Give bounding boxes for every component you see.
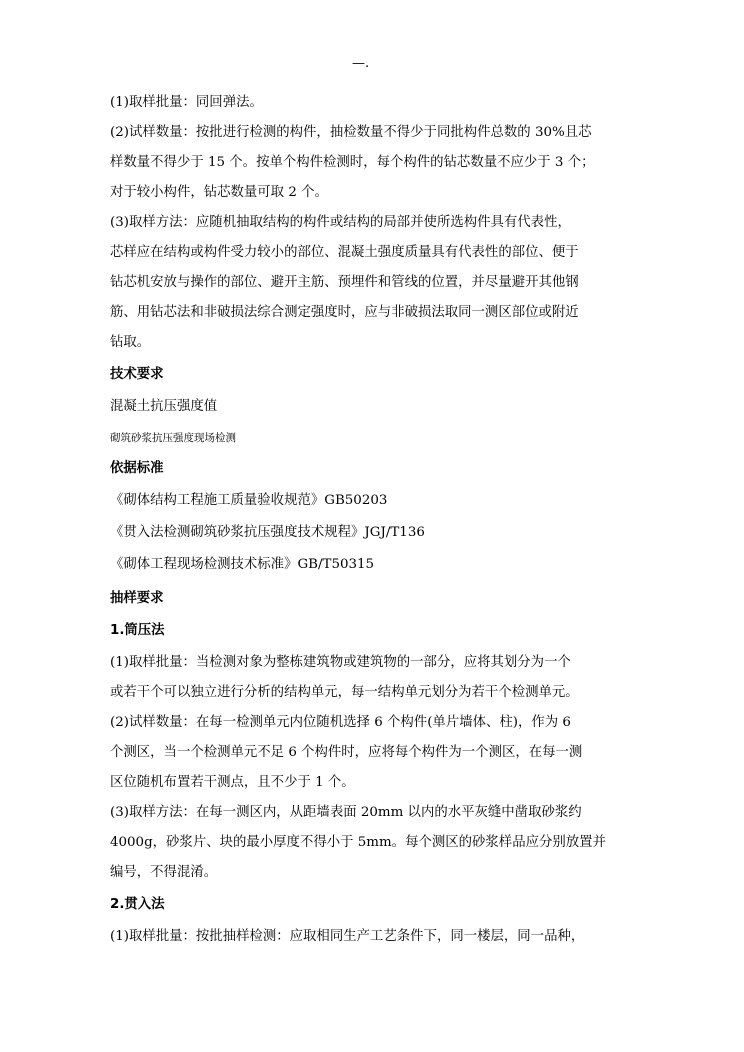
text-line: 钻芯机安放与操作的部位、避开主筋、预埋件和管线的位置，并尽量避开其他钢	[110, 275, 579, 290]
section-heading-standards: 依据标准	[110, 461, 164, 476]
paragraph-sampling-method	[110, 208, 650, 358]
standard-item: 《贯入法检测砌筑砂浆抗压强度技术规程》JGJ/T136	[110, 525, 425, 540]
subsection-heading-penetration: 2.贯入法	[110, 897, 165, 912]
text-line: 钻取。	[110, 335, 151, 350]
text-line: 或若干个可以独立进行分析的结构单元，每一结构单元划分为若干个检测单元。	[110, 685, 579, 700]
text-line: 编号，不得混淆。	[110, 865, 218, 880]
paragraph-cylinder-quantity	[110, 708, 650, 798]
text-line: (1)取样批量：当检测对象为整栋建筑物或建筑物的一部分，应将其划分为一个	[110, 655, 571, 670]
text-line: 区位随机布置若干测点，且不少于 1 个。	[110, 775, 355, 790]
tech-item-mortar-strength: 砌筑砂浆抗压强度现场检测	[110, 432, 236, 444]
section-heading-technical-requirements: 技术要求	[110, 367, 164, 382]
text-line: 样数量不得少于 15 个。按单个构件检测时，每个构件的钻芯数量不应少于 3 个；	[110, 155, 595, 170]
text-line: 对于较小构件，钻芯数量可取 2 个。	[110, 185, 328, 200]
text-line: 4000g，砂浆片、块的最小厚度不得小于 5mm。每个测区的砂浆样品应分别放置并	[110, 835, 606, 850]
section-heading-sampling-requirements: 抽样要求	[110, 591, 164, 606]
text-line: (1)取样批量：按批抽样检测：应取相同生产工艺条件下，同一楼层，同一品种，	[110, 929, 585, 944]
tech-item-concrete-strength: 混凝土抗压强度值	[110, 399, 218, 414]
paragraph-cylinder-method	[110, 798, 650, 888]
text-line: (3)取样方法：在每一测区内，从距墙表面 20mm 以内的水平灰缝中凿取砂浆约	[110, 805, 582, 820]
standard-item: 《砌体工程现场检测技术标准》GB/T50315	[110, 557, 375, 572]
text-line: 个测区，当一个检测单元不足 6 个构件时，应将每个构件为一个测区，在每一测	[110, 745, 583, 760]
text-line: (2)试样数量：在每一检测单元内位随机选择 6 个构件(单片墙体、柱)，作为 6	[110, 715, 571, 730]
text-line: (3)取样方法：应随机抽取结构的构件或结构的局部并使所选构件具有代表性，	[110, 215, 571, 230]
standard-item: 《砌体结构工程施工质量验收规范》GB50203	[110, 493, 388, 508]
paragraph-penetration-batch	[110, 922, 650, 952]
page-header-mark: —.	[352, 56, 370, 71]
paragraph-cylinder-batch	[110, 648, 650, 708]
text-line: (1)取样批量：同回弹法。	[110, 95, 263, 110]
text-line: 筋、用钻芯法和非破损法综合测定强度时，应与非破损法取同一测区部位或附近	[110, 305, 579, 320]
text-line: (2)试样数量：按批进行检测的构件，抽检数量不得少于同批构件总数的 30%且芯	[110, 125, 592, 140]
paragraph-sampling-batch	[110, 88, 650, 118]
text-line: 芯样应在结构或构件受力较小的部位、混凝土强度质量具有代表性的部位、便于	[110, 245, 579, 260]
document-body	[110, 88, 650, 952]
paragraph-sample-quantity	[110, 118, 650, 208]
subsection-heading-cylinder-pressure: 1.筒压法	[110, 623, 165, 638]
